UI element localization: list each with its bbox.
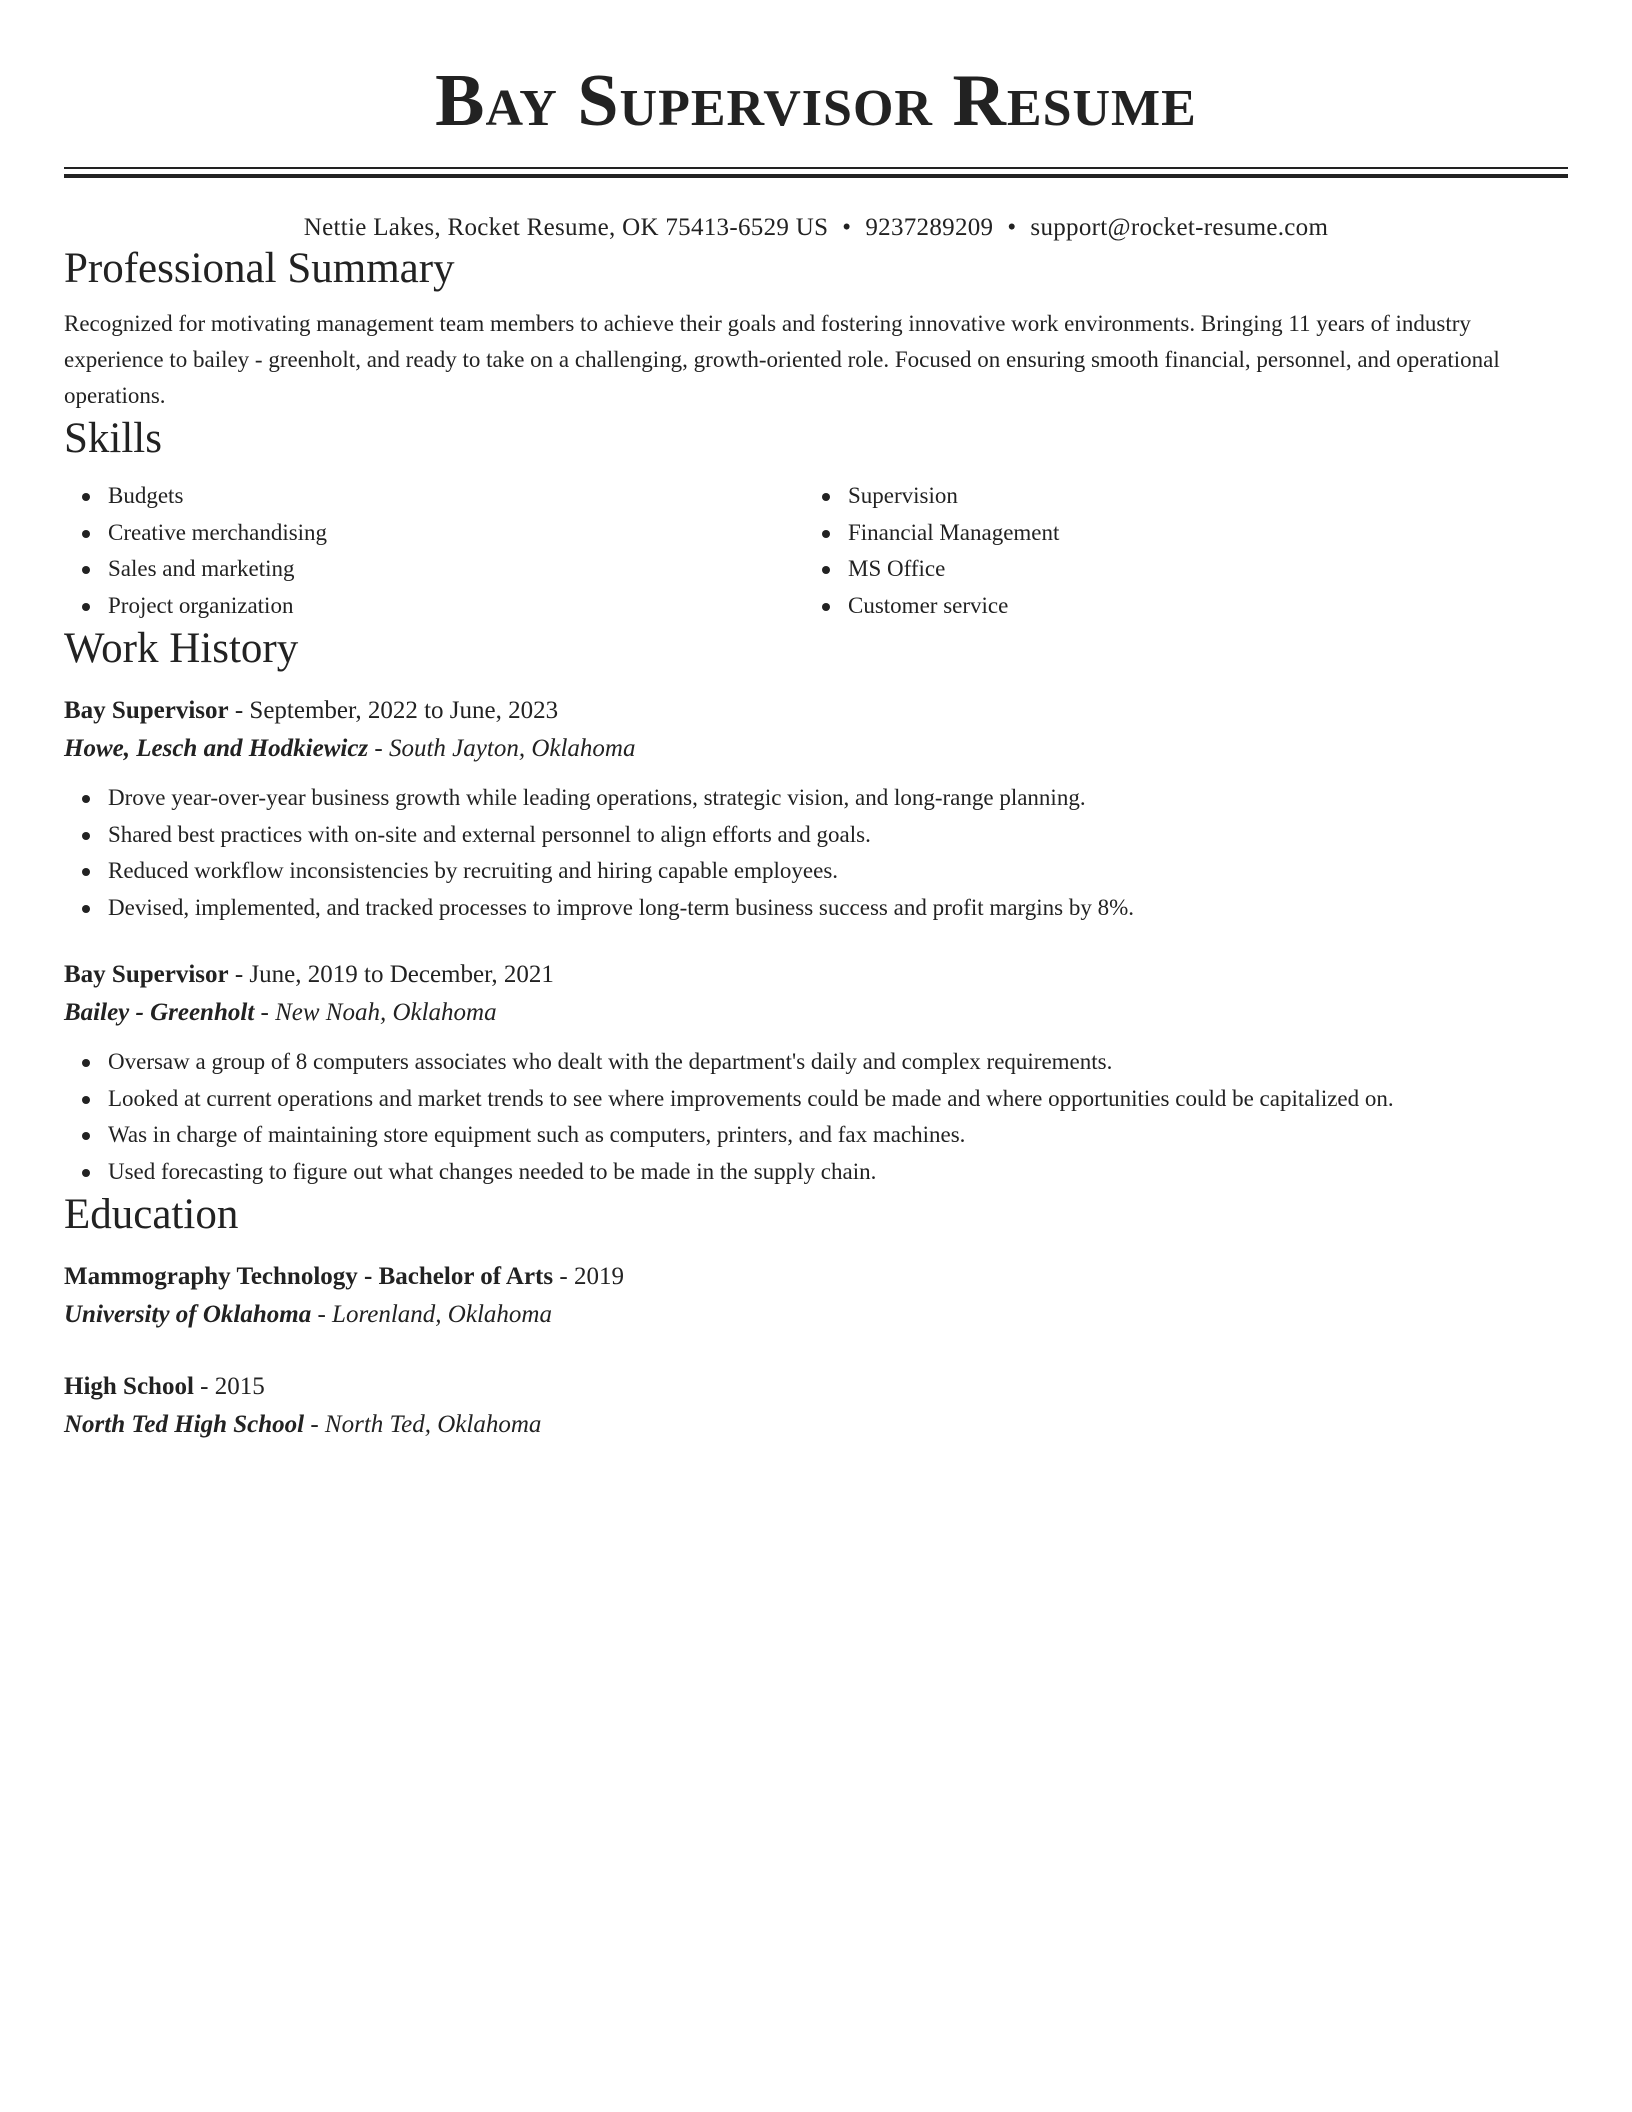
contact-separator: • <box>1007 214 1017 241</box>
school-location: - Lorenland, Oklahoma <box>311 1301 552 1328</box>
job-title-line <box>64 692 1568 730</box>
skill-item: Sales and marketing <box>108 551 806 588</box>
company-line <box>64 994 1568 1032</box>
duty-item: Shared best practices with on-site and external personnel to align efforts and goals. <box>108 817 1568 854</box>
company-name: Howe, Lesch and Hodkiewicz <box>64 735 369 762</box>
job-entry <box>64 956 1568 1190</box>
skill-item: Customer service <box>848 588 1548 625</box>
degree-line <box>64 1258 1568 1296</box>
school-line <box>64 1406 1568 1444</box>
contact-separator: • <box>842 214 852 241</box>
skill-item: MS Office <box>848 551 1548 588</box>
duty-item: Oversaw a group of 8 computers associates who dealt with the department's daily and complex requirements. <box>108 1044 1568 1081</box>
contact-email: support@rocket-resume.com <box>1030 214 1329 241</box>
company-location: - South Jayton, Oklahoma <box>368 735 636 762</box>
duties-list <box>64 780 1568 926</box>
job-title-line <box>64 956 1568 994</box>
skills-list <box>64 478 1568 624</box>
degree-line <box>64 1368 1568 1406</box>
skills-column-right <box>806 478 1548 624</box>
duty-item: Used forecasting to figure out what changes needed to be made in the supply chain. <box>108 1154 1568 1191</box>
education-entry <box>64 1368 1568 1444</box>
contact-line <box>64 212 1568 244</box>
job-dates: - September, 2022 to June, 2023 <box>228 697 559 724</box>
school-location: - North Ted, Oklahoma <box>304 1411 542 1438</box>
skills-column-left <box>64 478 806 624</box>
education-heading: Education <box>64 1191 239 1238</box>
company-name: Bailey - Greenholt <box>64 999 255 1026</box>
skill-item: Financial Management <box>848 515 1548 552</box>
work-history-heading: Work History <box>64 625 299 672</box>
school-name: University of Oklahoma <box>64 1301 312 1328</box>
skill-item: Creative merchandising <box>108 515 806 552</box>
job-title: Bay Supervisor <box>64 697 229 724</box>
summary-text: Recognized for motivating management team members to achieve their goals and fostering innovative work environments. Bringing 11 years of industry experience to bailey - greenholt, and ready to take on a challenging, growth-oriented role. Focused on ensuring smooth financial, personnel, and operational operations. <box>64 311 1500 408</box>
duty-item: Was in charge of maintaining store equipment such as computers, printers, and fax machines. <box>108 1117 1568 1154</box>
school-line <box>64 1296 1568 1334</box>
job-entry <box>64 692 1568 926</box>
title-double-rule <box>64 167 1568 178</box>
duty-item: Devised, implemented, and tracked processes to improve long-term business success and profit margins by 8%. <box>108 890 1568 927</box>
duties-list <box>64 1044 1568 1190</box>
degree-name: High School <box>64 1373 194 1400</box>
duty-item: Drove year-over-year business growth while leading operations, strategic vision, and long-range planning. <box>108 780 1568 817</box>
contact-phone: 9237289209 <box>865 214 994 241</box>
skill-item: Supervision <box>848 478 1548 515</box>
contact-address: Nettie Lakes, Rocket Resume, OK 75413-6529 US <box>303 214 829 241</box>
duty-item: Reduced workflow inconsistencies by recruiting and hiring capable employees. <box>108 853 1568 890</box>
degree-year: - 2015 <box>193 1373 265 1400</box>
skill-item: Project organization <box>108 588 806 625</box>
skills-heading: Skills <box>64 415 162 462</box>
skill-item: Budgets <box>108 478 806 515</box>
degree-name: Mammography Technology - Bachelor of Arts <box>64 1263 554 1290</box>
summary-heading: Professional Summary <box>64 245 455 292</box>
resume-title: Bay Supervisor Resume <box>435 60 1197 142</box>
job-title: Bay Supervisor <box>64 961 229 988</box>
degree-year: - 2019 <box>553 1263 624 1290</box>
duty-item: Looked at current operations and market trends to see where improvements could be made and where opportunities could be capitalized on. <box>108 1081 1568 1118</box>
company-line <box>64 730 1568 768</box>
company-location: - New Noah, Oklahoma <box>254 999 497 1026</box>
school-name: North Ted High School <box>64 1411 305 1438</box>
education-entry <box>64 1258 1568 1334</box>
job-dates: - June, 2019 to December, 2021 <box>228 961 554 988</box>
